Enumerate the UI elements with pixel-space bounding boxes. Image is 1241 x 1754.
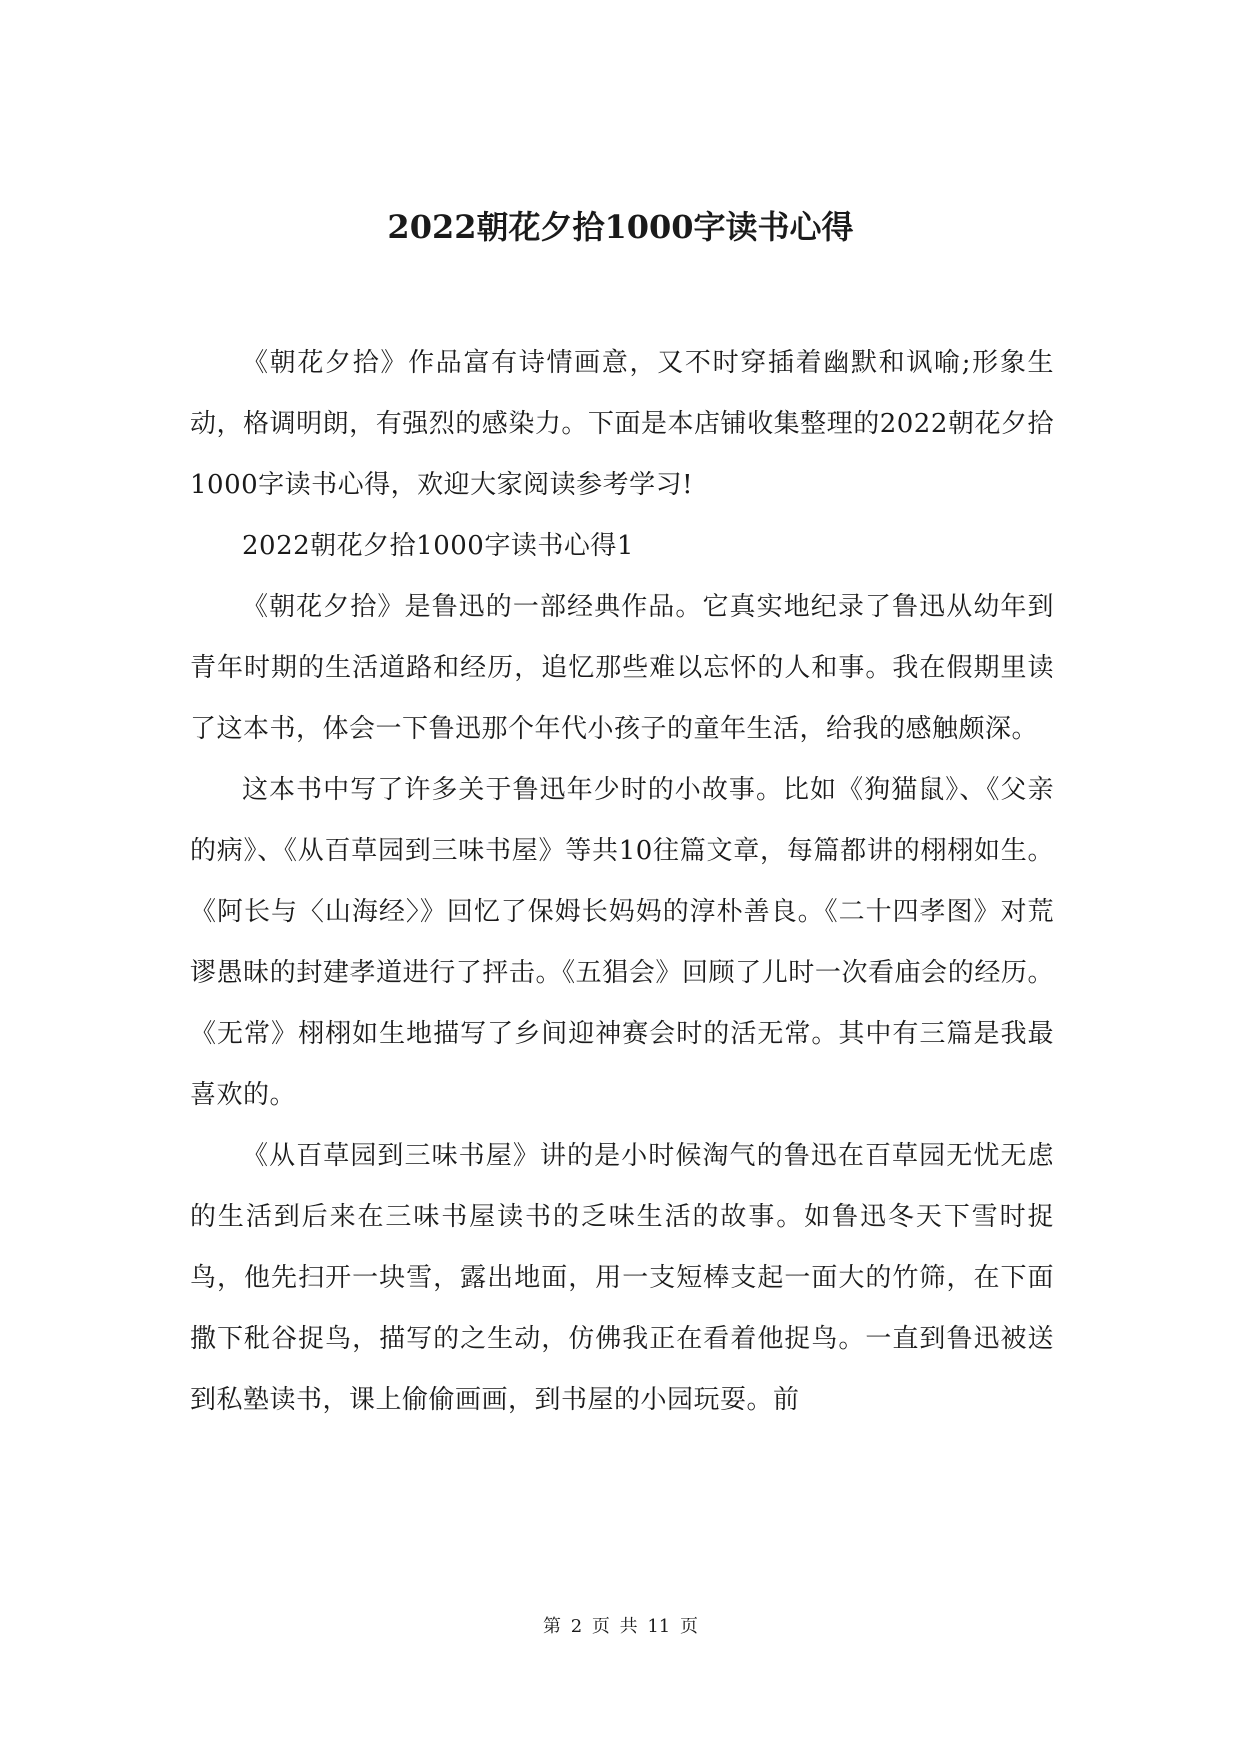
body-paragraph: 《从百草园到三味书屋》讲的是小时候淘气的鲁迅在百草园无忧无虑的生活到后来在三味书屋读书的乏味生活的故事。如鲁迅冬天下雪时捉鸟，他先扫开一块雪，露出地面，用一支短棒支起一面大的竹筛，在下面撒下秕谷捉鸟，描写的之生动，仿佛我正在看着他捉鸟。一直到鲁迅被送到私塾读书，课上偷偷画画，到书屋的小园玩耍。前 <box>190 1141 1054 1415</box>
page-footer: 第 2 页 共 11 页 <box>543 1616 698 1637</box>
document-title: 2022朝花夕拾1000字读书心得 <box>387 208 854 246</box>
body-paragraph: 这本书中写了许多关于鲁迅年少时的小故事。比如《狗猫鼠》、《父亲的病》、《从百草园到三味书屋》等共10往篇文章，每篇都讲的栩栩如生。《阿长与〈山海经〉》回忆了保姆长妈妈的淳朴善良。《二十四孝图》对荒谬愚昧的封建孝道进行了抨击。《五猖会》回顾了儿时一次看庙会的经历。《无常》栩栩如生地描写了乡间迎神赛会时的活无常。其中有三篇是我最喜欢的。 <box>190 775 1054 1110</box>
intro-paragraph: 《朝花夕拾》作品富有诗情画意，又不时穿插着幽默和讽喻;形象生动，格调明朗，有强烈的感染力。下面是本店铺收集整理的2022朝花夕拾1000字读书心得，欢迎大家阅读参考学习! <box>190 348 1054 500</box>
section-heading: 2022朝花夕拾1000字读书心得1 <box>242 531 634 561</box>
document-body <box>190 333 1054 1431</box>
body-paragraph: 《朝花夕拾》是鲁迅的一部经典作品。它真实地纪录了鲁迅从幼年到青年时期的生活道路和经历，追忆那些难以忘怀的人和事。我在假期里读了这本书，体会一下鲁迅那个年代小孩子的童年生活，给我的感触颇深。 <box>190 592 1054 744</box>
